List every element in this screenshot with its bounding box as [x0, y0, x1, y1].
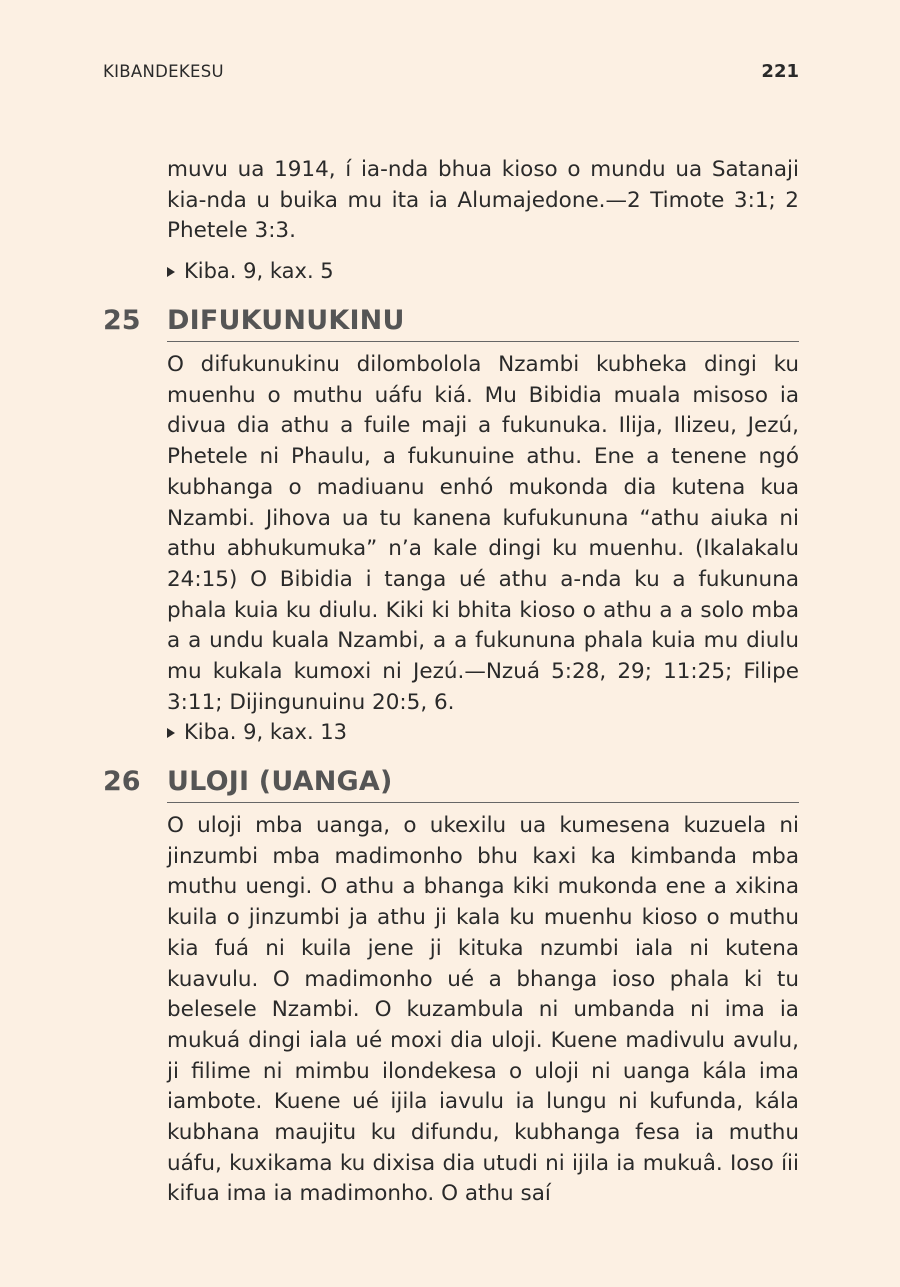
intro-paragraph: muvu ua 1914, í ia-nda bhua kioso o mundu ua Satanaji kia-nda u buika mu ita ia Alumajedone.—2 Timote 3:1; 2 Phetele 3:3. [167, 157, 799, 244]
play-arrow-icon [167, 728, 175, 738]
section-heading-26 [103, 763, 799, 799]
section-paragraph: O difukunukinu dilombolola Nzambi kubheka dingi ku muenhu o muthu uáfu kiá. Mu Bibidia muala misoso ia divua dia athu a fuile maji a fukunuka. Ilija, Ilizeu, Jezú, Phetele ni Phaulu, a fukunuine athu. Ene a tenene ngó kubhanga o madiuanu enhó mukonda dia kutena kua Nzambi. Jihova ua tu kanena kufukununa “athu aiuka ni athu abhukumuka” n’a kale dingi ku muenhu. (Ikalakalu 24:15) O Bibidia i tanga ué athu a-nda ku a fukununa phala kuia ku diulu. Kiki ki bhita kioso o athu a a solo mba a a undu kuala Nzambi, a a fukununa phala kuia mu diulu mu kukala kumoxi ni Jezú.—Nzuá 5:28, 29; 11:25; Filipe 3:11; Dijingunuinu 20:5, 6. [167, 352, 799, 715]
running-head [103, 59, 799, 83]
intro-reference[interactable] [167, 256, 334, 286]
section-divider [167, 802, 799, 803]
section-title: ULOJI (UANGA) [167, 765, 393, 797]
play-arrow-icon [167, 267, 175, 277]
section-title: DIFUKUNUKINU [167, 304, 405, 336]
section-divider [167, 341, 799, 342]
page-number: 221 [761, 60, 799, 82]
section-heading-25 [103, 302, 799, 338]
section-paragraph: O uloji mba uanga, o ukexilu ua kumesena kuzuela ni jinzumbi mba madimonho bhu kaxi ka kimbanda mba muthu uengi. O athu a bhanga kiki mukonda ene a xikina kuila o jinzumbi ja athu ji kala ku muenhu kioso o muthu kia fuá ni kuila jene ji kituka nzumbi iala ni kutena kuavulu. O madimonho ué a bhanga ioso phala ki tu belesele Nzambi. O kuzambula ni umbanda ni ima ia mukuá dingi iala ué moxi dia uloji. Kuene madivulu avulu, ji filime ni mimbu ilondekesa o uloji ni uanga kála ima iambote. Kuene ué ijila iavulu ia lungu ni kufunda, kála kubhana maujitu ku difundu, kubhanga fesa ia muthu uáfu, kuxikama ku dixisa dia utudi ni ijila ia mukuâ. Ioso íii kifua ima ia madimonho. O athu saí [167, 813, 799, 1207]
section-number: 26 [103, 765, 141, 797]
section-reference[interactable] [167, 717, 347, 747]
section-reference-label: Kiba. 9, kax. 13 [184, 720, 348, 744]
section-number: 25 [103, 304, 141, 336]
intro-reference-label: Kiba. 9, kax. 5 [184, 259, 334, 283]
running-title: KIBANDEKESU [103, 61, 224, 81]
